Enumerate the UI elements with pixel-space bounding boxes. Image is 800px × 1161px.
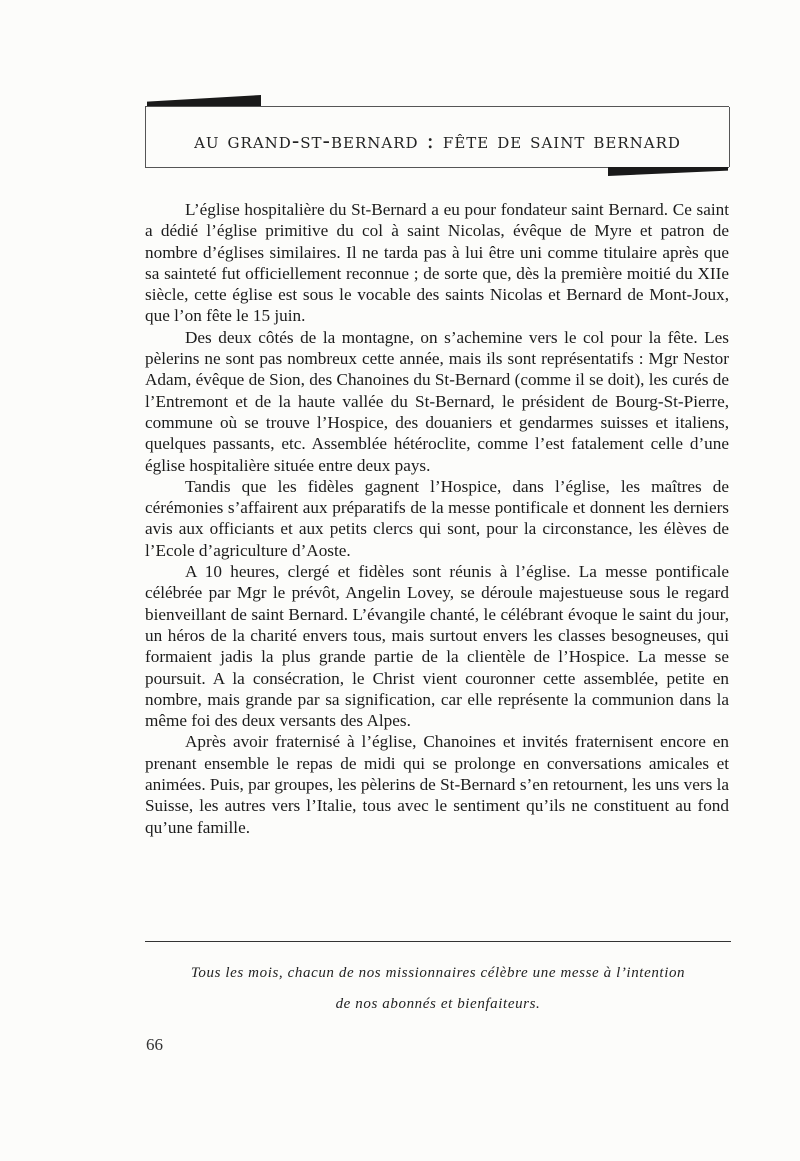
header-frame bbox=[145, 106, 729, 168]
page-number: 66 bbox=[146, 1035, 163, 1054]
header-ornament-bottom bbox=[608, 167, 728, 176]
footnote bbox=[145, 958, 731, 1020]
footnote-line: Tous les mois, chacun de nos missionnaires célèbre une messe à l’intention bbox=[190, 965, 686, 981]
article-body bbox=[145, 199, 729, 838]
paragraph: Tandis que les fidèles gagnent l’Hospice, dans l’église, les maîtres de cérémonies s’affairent aux préparatifs de la messe pontificale et donnent les derniers avis aux officiants et aux petits clercs qui sont, pour la circonstance, les élèves de l’Ecole d’agriculture d’Aoste. bbox=[145, 476, 729, 560]
paragraph: A 10 heures, clergé et fidèles sont réunis à l’église. La messe pontificale célébrée par Mgr le prévôt, Angelin Lovey, se déroule majestueuse sous le regard bienveillant de saint Bernard. L’évangile chanté, le célébrant évoque le saint du jour, un héros de la charité envers tous, mais surtout envers les classes besogneuses, qui formaient jadis la plus grande partie de la clientèle de l’Hospice. La messe se poursuit. A la consécration, le Christ vient couronner cette assemblée, petite en nombre, mais grande par sa signification, car elle représente la communion dans la même foi des deux versants des Alpes. bbox=[145, 562, 729, 731]
paragraph: Des deux côtés de la montagne, on s’achemine vers le col pour la fête. Les pèlerins ne sont pas nombreux cette année, mais ils sont représentatifs : Mgr Nestor Adam, évêque de Sion, des Chanoines du St-Bernard (comme il se doit), les curés de l’Entremont et de la haute vallée du St-Bernard, le président de Bourg-St-Pierre, commune où se trouve l’Hospice, des douaniers et gendarmes suisses et italiens, quelques passants, etc. Assemblée hétéroclite, comme l’est fatalement celle d’une église hospitalière située entre deux pays. bbox=[145, 327, 729, 475]
footnote-divider bbox=[145, 941, 731, 942]
footnote-line: de nos abonnés et bienfaiteurs. bbox=[335, 996, 541, 1012]
paragraph: L’église hospitalière du St-Bernard a eu pour fondateur saint Bernard. Ce saint a dédié l’église primitive du col à saint Nicolas, évêque de Myre et patron de nombre d’églises similaires. Il ne tarda pas à lui être uni comme titulaire après que sa sainteté fut officiellement reconnue ; de sorte que, dès la première moitié du XIIe siècle, cette église est sous le vocable des saints Nicolas et Bernard de Mont-Joux, que l’on fête le 15 juin. bbox=[145, 200, 729, 326]
paragraph: Après avoir fraternisé à l’église, Chanoines et invités fraternisent encore en prenant ensemble le repas de midi qui se prolonge en conversations amicales et animées. Puis, par groupes, les pèlerins de St-Bernard s’en retournent, les uns vers la Suisse, les autres vers l’Italie, tous avec le sentiment qu’ils ne constituent au fond qu’une famille. bbox=[145, 732, 729, 837]
article-title: au grand-st-bernard : fête de saint bernard bbox=[194, 129, 681, 154]
